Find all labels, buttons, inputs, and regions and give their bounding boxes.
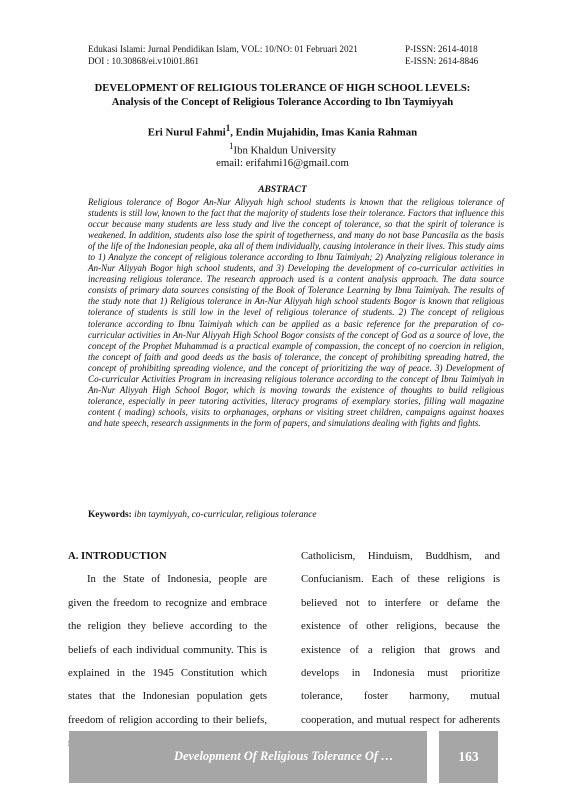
- affiliation-superscript: 1: [228, 140, 234, 151]
- body-paragraph-right: Catholicism, Hinduism, Buddhism, and Confucianism. Each of these religions is believed not to interfere or defame the existence of other religions, because the existence of a religion that grows and develops in Indonesia must prioritize tolerance, foster harmony, mutual cooperation, and mutual respect for adherents: [301, 550, 500, 726]
- running-title: Development Of Religious Tolerance Of …: [174, 749, 394, 763]
- issn-block: [405, 43, 478, 67]
- first-author: Eri Nurul Fahmi: [147, 126, 226, 139]
- keywords-text: ibn taymiyyah, co-curricular, religious tolerance: [131, 510, 317, 520]
- author-superscript: 1: [225, 123, 231, 133]
- title-line-2: Analysis of the Concept of Religious Tolerance According to Ibn Taymiyyah: [111, 96, 454, 108]
- pissn-text: P-ISSN: 2614-4018: [405, 44, 478, 54]
- eissn-text: E-ISSN: 2614-8846: [405, 56, 479, 66]
- affiliation: [70, 140, 495, 158]
- author-names: [70, 122, 495, 140]
- body-column-right: [301, 545, 500, 756]
- title-line-1: DEVELOPMENT OF RELIGIOUS TOLERANCE OF HIGH SCHOOL LEVELS:: [94, 83, 471, 94]
- body-paragraph-left: In the State of Indonesia, people are given the freedom to recognize and embrace the religion they believe according to the beliefs of each individual community. This is explained in the 1945 Constitution which states that the Indonesian population gets freedom of religion according to their beliefs,: [68, 573, 267, 726]
- section-heading: A. INTRODUCTION: [68, 550, 167, 562]
- keywords-line: [88, 509, 504, 521]
- abstract-text: Religious tolerance of Bogor An-Nur Aliyyah high school students is known that the religious tolerance of students is still low, known to the fact that the majority of students lose their tolerance. Factors that influence this occur because many students are less study and live the concept of tolerance, so that the spirit of tolerance is weakened. In addition, students also lose the spirit of togetherness, and many do not base Pancasila as the basis of the life of the Indonesian people, aka all of them individually, causing intolerance in their lives. This study aims to 1) Analyze the concept of religious tolerance according to Ibnu Taimiyah; 2) Analyzing religious tolerance in An-Nur Aliyyah Bogor high school students, and 3) Developing the development of co-curricular activities in increasing religious tolerance. The research approach used is a content analysis approach. The data source consists of primary data sources consisting of the Book of Tolerance Learning by Ibnu Taimiyah. The results of the study note that 1) Religious tolerance in An-Nur Aliyyah high school students Bogor is known that religious tolerance of students is still low in the level of religious tolerance of students. 2) The concept of religious tolerance according to Ibnu Taimiyah which can be applied as a basic reference for the preparation of co-curricular activities in An-Nur Aliyyah High School Bogor consists of the concept of God as a source of love, the concept of the Prophet Muhammad is a practical example of compassion, the concept of no coercion in religion, the concept of faith and good deeds as the basis of tolerance, the concept of prohibiting spreading hatred, the concept of prohibiting spreading violence, and the concept of prioritizing the way of peace. 3) Development of Co-curricular Activities Program in increasing religious tolerance according to the concept of Ibnu Taimiyah in An-Nur Aliyyah High School Bogor, which is moving towards the existence of thoughts to build religious tolerance, especially in peer tutoring activities, literacy programs of exemplary stories, filling wall magazine content ( mading) schools, visits to orphanages, orphans or visiting street children, campaigns against hoaxes and hate speech, research assignments in the form of papers, and simulations dealing with fights and fights.: [88, 197, 504, 428]
- affiliation-name: Ibn Khaldun University: [233, 144, 337, 157]
- co-authors: , Endin Mujahidin, Imas Kania Rahman: [230, 126, 418, 139]
- paper-title: [70, 82, 495, 109]
- author-block: [70, 122, 495, 170]
- page-number: 163: [439, 731, 498, 783]
- doi-text: DOI : 10.30868/ei.v10i01.861: [88, 56, 200, 66]
- journal-header: [88, 43, 358, 67]
- body-column-left: [68, 545, 267, 756]
- author-email: email: erifahmi16@gmail.com: [216, 157, 349, 170]
- journal-citation: Edukasi Islami: Jurnal Pendidikan Islam, VOL: 10/NO: 01 Februari 2021: [88, 44, 358, 54]
- keywords-label: Keywords:: [88, 510, 132, 520]
- abstract-heading: ABSTRACT: [258, 185, 307, 195]
